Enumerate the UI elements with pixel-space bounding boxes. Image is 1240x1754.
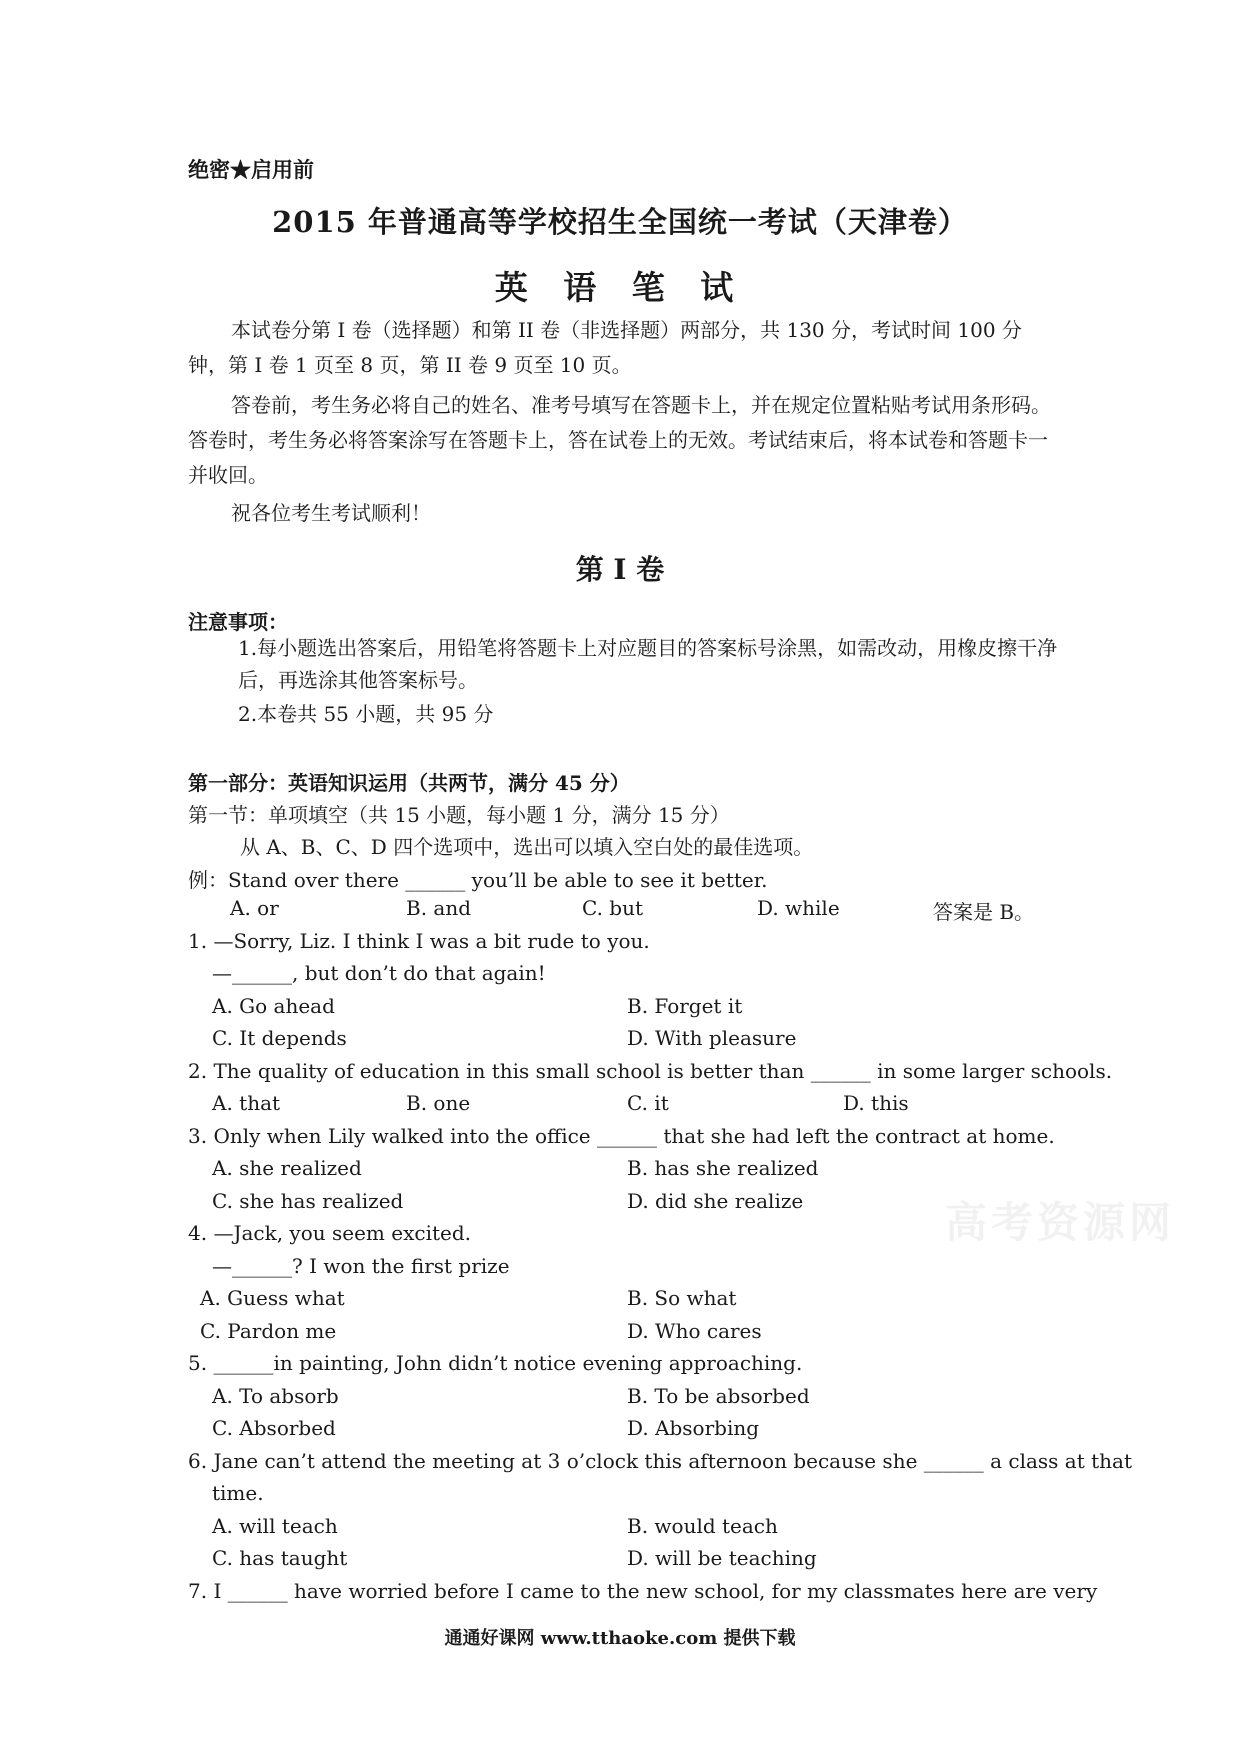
watermark: 高考资源网: [945, 1198, 1176, 1247]
volume-title: 第 I 卷: [575, 553, 665, 586]
question-option: D. this: [843, 1091, 909, 1115]
question-option: D. With pleasure: [627, 1026, 797, 1050]
notice-heading: 注意事项：: [188, 610, 288, 634]
notice-item: 1.每小题选出答案后，用铅笔将答题卡上对应题目的答案标号涂黑，如需改动，用橡皮擦干净后，再选涂其他答案标号。: [238, 636, 1058, 692]
footer-source: 通通好课网 www.tthaoke.com 提供下载: [444, 1628, 796, 1649]
question-option: B. would teach: [627, 1514, 778, 1538]
question-option: D. Absorbing: [627, 1416, 760, 1440]
intro-paragraph: 本试卷分第 I 卷（选择题）和第 II 卷（非选择题）两部分，共 130 分，考试时间 100 分钟，第 I 卷 1 页至 8 页，第 II 卷 9 页至 10 页。: [188, 318, 1022, 377]
example-stem: 例：Stand over there ______ you’ll be able to see it better.: [188, 868, 768, 892]
question-stem: 3. Only when Lily walked into the office ______ that she had left the contract at home.: [188, 1124, 1055, 1148]
section-heading: 第一节：单项填空（共 15 小题，每小题 1 分，满分 15 分）: [188, 803, 730, 827]
question-option: A. To absorb: [212, 1384, 339, 1408]
example-option: A. or: [230, 896, 279, 920]
notice-item: 2.本卷共 55 小题，共 95 分: [238, 702, 494, 726]
question-option: A. Guess what: [200, 1286, 345, 1310]
question-stem: 6. Jane can’t attend the meeting at 3 o’clock this afternoon because she ______ a class at that: [188, 1449, 1133, 1473]
section-instruction: 从 A、B、C、D 四个选项中，选出可以填入空白处的最佳选项。: [240, 835, 814, 859]
exam-subtitle: 英 语 笔 试: [494, 268, 746, 307]
question-stem: —______, but don’t do that again!: [212, 961, 546, 985]
intro-paragraph: 答卷前，考生务必将自己的姓名、准考号填写在答题卡上，并在规定位置粘贴考试用条形码。答卷时，考生务必将答案涂写在答题卡上，答在试卷上的无效。考试结束后，将本试卷和答题卡一并收回。: [188, 393, 1051, 487]
example-answer: 答案是 B。: [933, 900, 1035, 924]
question-option: B. one: [406, 1091, 471, 1115]
question-option: A. Go ahead: [212, 994, 335, 1018]
question-stem: 2. The quality of education in this small school is better than ______ in some larger schools.: [188, 1059, 1113, 1083]
question-stem: —______? I won the first prize: [212, 1254, 510, 1278]
confidential-mark: 绝密★启用前: [188, 157, 314, 182]
question-option: C. Absorbed: [212, 1416, 336, 1440]
question-option: C. it: [627, 1091, 669, 1115]
question-stem: time.: [212, 1481, 264, 1505]
intro-paragraph: 祝各位考生考试顺利！: [231, 501, 431, 525]
question-option: C. It depends: [212, 1026, 347, 1050]
question-option: B. To be absorbed: [627, 1384, 810, 1408]
question-stem: 1. —Sorry, Liz. I think I was a bit rude to you.: [188, 929, 650, 953]
question-option: B. Forget it: [627, 994, 743, 1018]
question-option: A. that: [212, 1091, 281, 1115]
question-stem: 4. —Jack, you seem excited.: [188, 1221, 471, 1245]
question-stem: 7. I ______ have worried before I came to the new school, for my classmates here are very: [188, 1579, 1098, 1603]
example-option: B. and: [406, 896, 472, 920]
question-option: C. has taught: [212, 1546, 348, 1570]
question-option: D. will be teaching: [627, 1546, 817, 1570]
example-option: C. but: [582, 896, 644, 920]
part-heading: 第一部分：英语知识运用（共两节，满分 45 分）: [188, 771, 630, 795]
question-option: C. she has realized: [212, 1189, 404, 1213]
question-option: B. So what: [627, 1286, 737, 1310]
question-stem: 5. ______in painting, John didn’t notice evening approaching.: [188, 1351, 803, 1375]
question-option: A. will teach: [212, 1514, 338, 1538]
question-option: A. she realized: [212, 1156, 362, 1180]
question-option: D. Who cares: [627, 1319, 762, 1343]
question-option: B. has she realized: [627, 1156, 819, 1180]
question-option: D. did she realize: [627, 1189, 804, 1213]
exam-title: 2015 年普通高等学校招生全国统一考试（天津卷）: [272, 205, 968, 239]
example-option: D. while: [757, 896, 840, 920]
question-option: C. Pardon me: [200, 1319, 337, 1343]
